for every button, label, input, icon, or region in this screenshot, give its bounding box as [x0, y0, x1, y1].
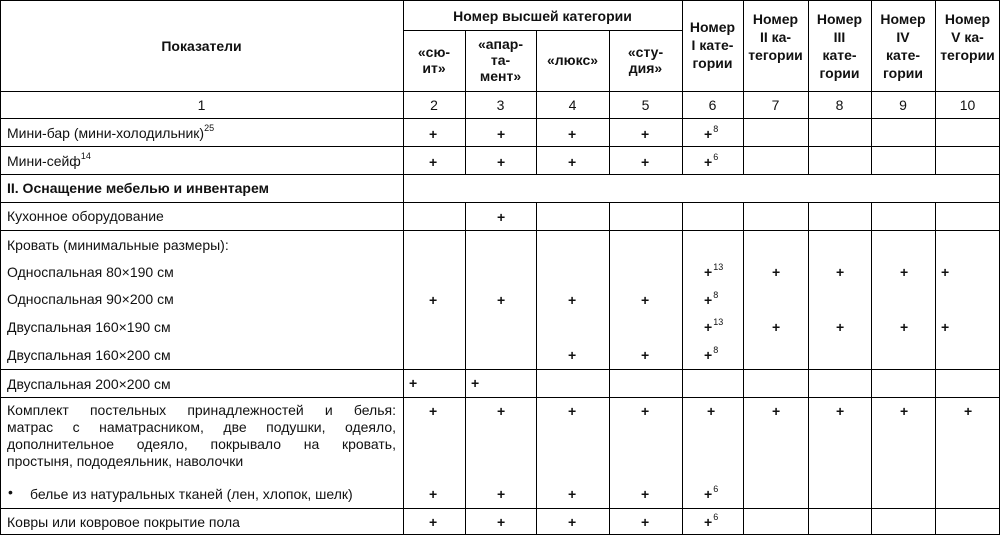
col-number-1: 1 — [197, 97, 206, 113]
col-number-9: 9 — [899, 97, 907, 113]
mark-single90-c5: + — [641, 292, 650, 308]
row-label-bed-header: Кровать (минимальные размеры): — [7, 237, 229, 253]
mark-bedding-c2: + — [429, 403, 438, 419]
mark-double160190-c6: +$^{13}$ — [704, 317, 724, 335]
mark-kitchen-c3: + — [497, 209, 506, 225]
col-number-4: 4 — [568, 97, 577, 113]
mark-bedding-c5: + — [641, 403, 650, 419]
row-label-kitchen: Кухонное оборудование — [7, 208, 164, 224]
row-label-natural-linen: белье из натуральных тканей (лен, хлопок, шелк) — [30, 486, 353, 502]
header-suite: «сю- ит» — [417, 44, 451, 76]
mark-minibar-c6: +$^8$ — [704, 124, 719, 142]
mark-minisafe-c5: + — [641, 154, 650, 170]
row-label-single-80: Односпальная 80×190 см — [7, 264, 174, 280]
header-cat1: Номер I кате- гории — [689, 19, 736, 71]
mark-single90-c3: + — [497, 292, 506, 308]
mark-single80-c7: + — [772, 264, 781, 280]
mark-carpets-c5: + — [641, 514, 650, 530]
header-lux: «люкс» — [546, 52, 599, 68]
mark-bedding-c3: + — [497, 403, 506, 419]
mark-linen-c5: + — [641, 486, 650, 502]
row-label-bedding: Комплект постельных принадлежностей и белья: матрас с наматрасником, две подушки, одеяло, дополнительное одеяло, покрывало на кровать, простыня, пододеяльник, наволочки — [7, 402, 396, 469]
row-label-carpets: Ковры или ковровое покрытие пола — [7, 514, 240, 530]
mark-minisafe-c3: + — [497, 154, 506, 170]
mark-single80-c10: + — [941, 264, 950, 280]
mark-double160190-c9: + — [900, 319, 909, 335]
mark-linen-c4: + — [568, 486, 577, 502]
section-heading-furniture: II. Оснащение мебелью и инвентарем — [7, 180, 269, 196]
mark-bedding-c10: + — [964, 403, 973, 419]
mark-double200-c3: + — [471, 375, 480, 391]
col-number-3: 3 — [496, 97, 505, 113]
mark-carpets-c3: + — [497, 514, 506, 530]
mark-carpets-c4: + — [568, 514, 577, 530]
mark-minisafe-c6: +$^6$ — [704, 152, 719, 170]
mark-bedding-c6: + — [707, 403, 716, 419]
col-number-2: 2 — [430, 97, 438, 113]
header-cat4: Номер IV кате- гории — [880, 11, 926, 81]
mark-minibar-c4: + — [568, 126, 577, 142]
mark-minibar-c5: + — [641, 126, 650, 142]
row-label-minibar: Мини-бар (мини-холодильник)$^{25}$ — [7, 123, 215, 141]
mark-single90-c4: + — [568, 292, 577, 308]
mark-linen-c3: + — [497, 486, 506, 502]
col-number-8: 8 — [835, 97, 844, 113]
mark-single80-c9: + — [900, 264, 909, 280]
row-label-minisafe: Мини-сейф$^{14}$ — [7, 151, 91, 169]
mark-single80-c6: +$^{13}$ — [704, 262, 724, 280]
row-label-double-200: Двуспальная 200×200 см — [7, 376, 171, 392]
header-indicators: Показатели — [161, 38, 242, 54]
mark-bedding-c4: + — [568, 403, 577, 419]
mark-double160190-c8: + — [836, 319, 845, 335]
mark-single90-c6: +$^8$ — [704, 290, 719, 308]
mark-double160200-c6: +$^8$ — [704, 345, 719, 363]
mark-minibar-c2: + — [429, 126, 438, 142]
mark-minisafe-c2: + — [429, 154, 438, 170]
mark-linen-c2: + — [429, 486, 438, 502]
row-label-double-160-200: Двуспальная 160×200 см — [7, 347, 171, 363]
mark-minisafe-c4: + — [568, 154, 577, 170]
mark-double200-c2: + — [409, 375, 418, 391]
col-number-6: 6 — [708, 97, 717, 113]
col-number-7: 7 — [771, 97, 780, 113]
header-cat3: Номер III кате- гории — [816, 11, 863, 81]
mark-minibar-c3: + — [497, 126, 506, 142]
row-label-single-90: Односпальная 90×200 см — [7, 291, 174, 307]
mark-bedding-c7: + — [772, 403, 781, 419]
mark-carpets-c6: +$^6$ — [704, 512, 719, 530]
header-cat2: Номер II ка- тегории — [748, 11, 803, 63]
mark-double160200-c5: + — [641, 347, 650, 363]
mark-double160190-c10: + — [941, 319, 950, 335]
bullet-icon: • — [8, 484, 13, 500]
header-cat5: Номер V ка- тегории — [940, 11, 995, 63]
col-number-5: 5 — [641, 97, 650, 113]
mark-carpets-c2: + — [429, 514, 438, 530]
header-top-category: Номер высшей категории — [453, 8, 632, 24]
mark-double160200-c4: + — [568, 347, 577, 363]
row-label-double-160-190: Двуспальная 160×190 см — [7, 319, 171, 335]
mark-single90-c2: + — [429, 292, 438, 308]
col-number-10: 10 — [959, 97, 976, 113]
header-studio: «сту- дия» — [627, 44, 664, 76]
header-apartment: «апар- та- мент» — [477, 36, 524, 84]
mark-double160190-c7: + — [772, 319, 781, 335]
mark-single80-c8: + — [836, 264, 845, 280]
mark-linen-c6: +$^6$ — [704, 484, 719, 502]
mark-bedding-c8: + — [836, 403, 845, 419]
mark-bedding-c9: + — [900, 403, 909, 419]
